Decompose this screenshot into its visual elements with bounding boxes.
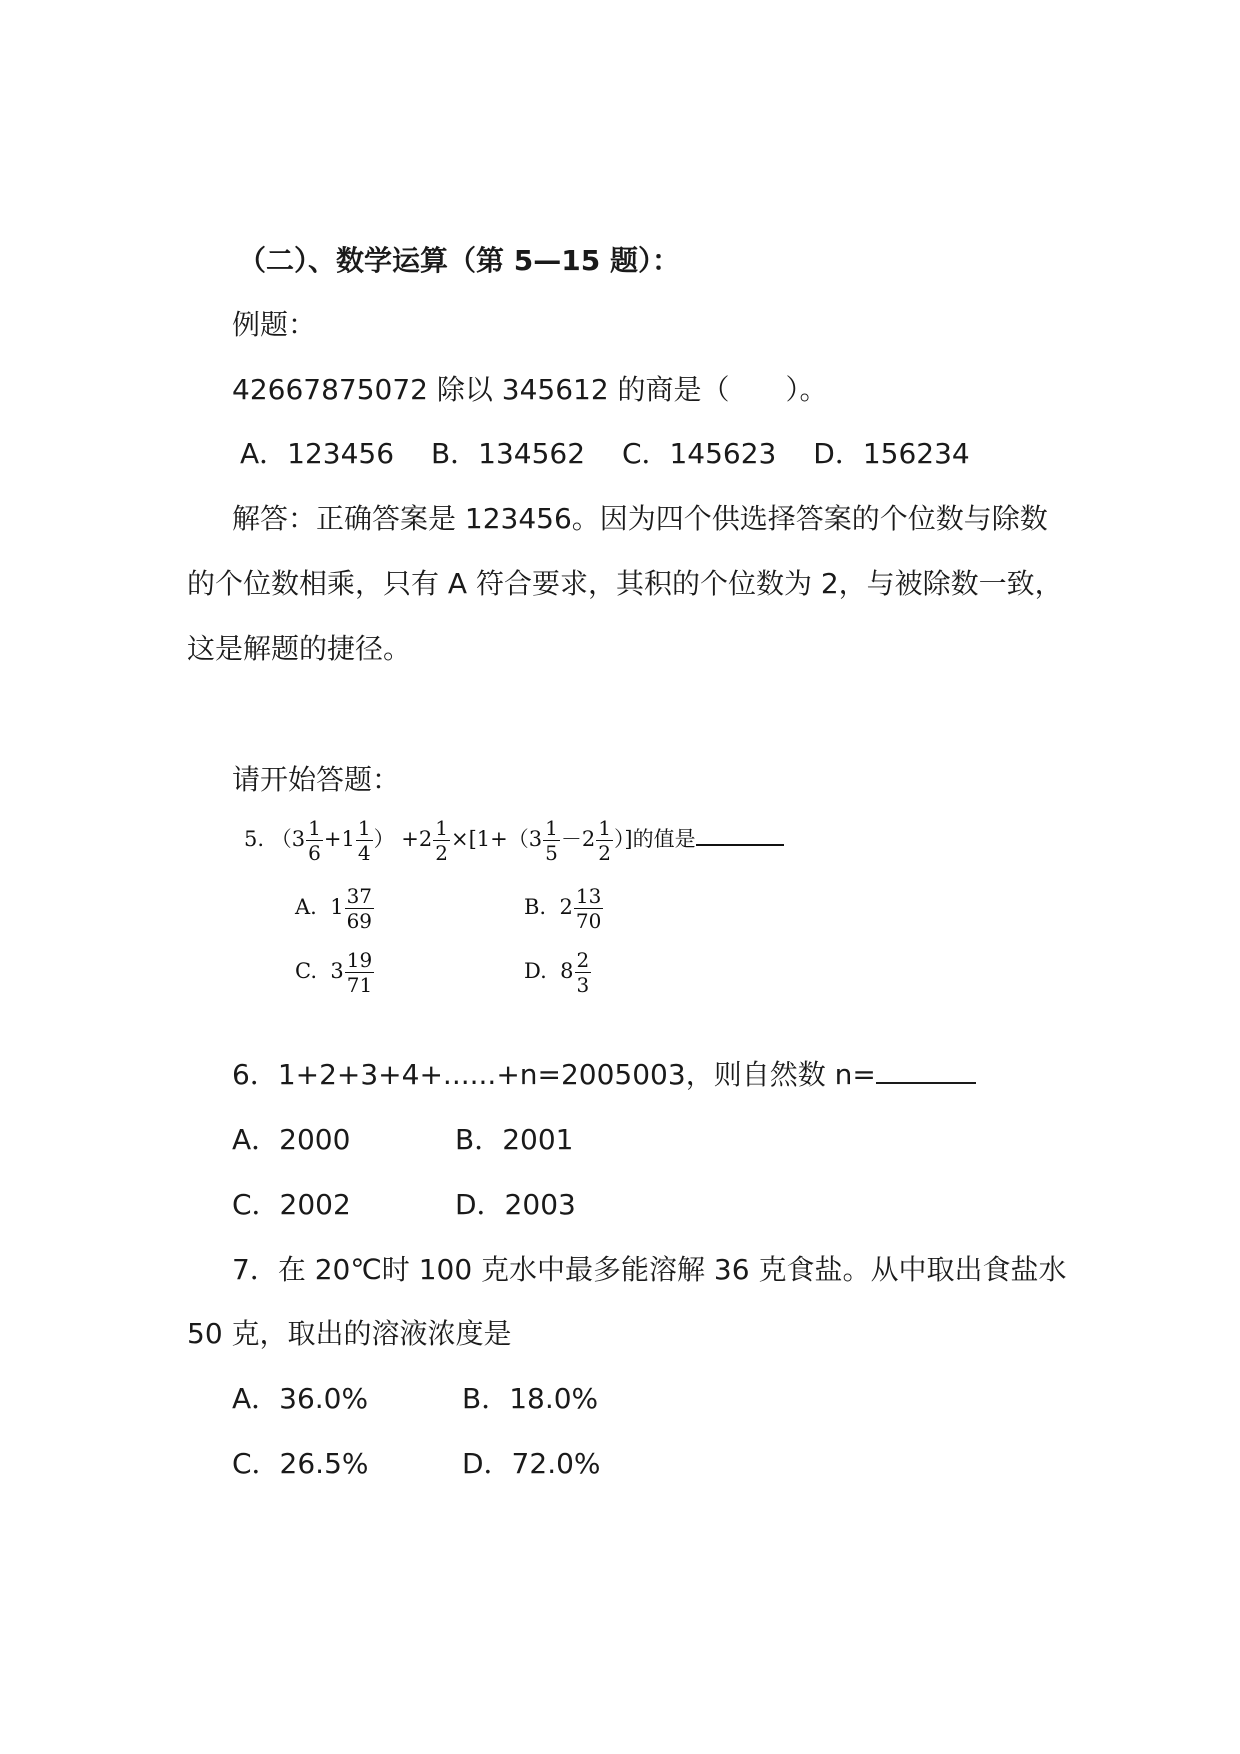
fraction: $\frac{1}{2}$: [598, 816, 611, 865]
example-options: A．123456 B．134562 C．145623 D．156234: [240, 437, 970, 470]
q6-option-a: A．2000: [232, 1123, 351, 1156]
question-7-line-1: 7．在 20℃时 100 克水中最多能溶解 36 克食盐。从中取出食盐水: [232, 1253, 1067, 1286]
question-5-expression: 5. （3 $\frac{1}{6}$ +1 $\frac{1}{4}$ ） +2 $\frac{1}{2}$ ×[1+（3 $\frac{1}{5}$ －2 $\frac{1}{2}$ ）]的值是: [244, 818, 784, 863]
q5-option-b: B. 2 $\frac{13}{70}$: [524, 884, 602, 933]
q6-option-d: D．2003: [455, 1188, 576, 1221]
question-7-line-2: 50 克，取出的溶液浓度是: [187, 1317, 512, 1350]
answer-line-3: 这是解题的捷径。: [187, 632, 412, 665]
answer-line-1: 解答：正确答案是 123456。因为四个供选择答案的个位数与除数: [232, 502, 1048, 535]
q7-option-b: B．18.0%: [462, 1382, 599, 1415]
answer-blank: [696, 844, 784, 846]
answer-blank: [876, 1082, 976, 1084]
fraction: $\frac{1}{2}$: [435, 816, 448, 865]
q5-number: 5.: [244, 827, 265, 851]
fraction: $\frac{1}{4}$: [357, 816, 371, 865]
section-heading: （二）、数学运算（第 5—15 题）：: [238, 244, 680, 277]
fraction: $\frac{1}{5}$: [545, 816, 558, 865]
q5-option-c: C. 3 $\frac{19}{71}$: [295, 948, 373, 997]
q5-option-d: D. 8 $\frac{2}{3}$: [524, 948, 590, 997]
start-label: 请开始答题：: [232, 763, 401, 796]
q7-option-d: D．72.0%: [462, 1447, 601, 1480]
q5-option-a: A. 1 $\frac{37}{69}$: [295, 884, 373, 933]
example-label: 例题：: [232, 308, 317, 341]
question-6: 6．1+2+3+4+......+n=2005003，则自然数 n=: [232, 1058, 976, 1092]
q6-option-b: B．2001: [455, 1123, 574, 1156]
q6-option-c: C．2002: [232, 1188, 351, 1221]
example-question: 42667875072 除以 345612 的商是（ ）。: [232, 373, 828, 406]
q7-option-a: A．36.0%: [232, 1382, 369, 1415]
fraction: $\frac{1}{6}$: [308, 816, 321, 865]
answer-line-2: 的个位数相乘，只有 A 符合要求，其积的个位数为 2，与被除数一致，: [187, 567, 1063, 600]
q7-option-c: C．26.5%: [232, 1447, 369, 1480]
